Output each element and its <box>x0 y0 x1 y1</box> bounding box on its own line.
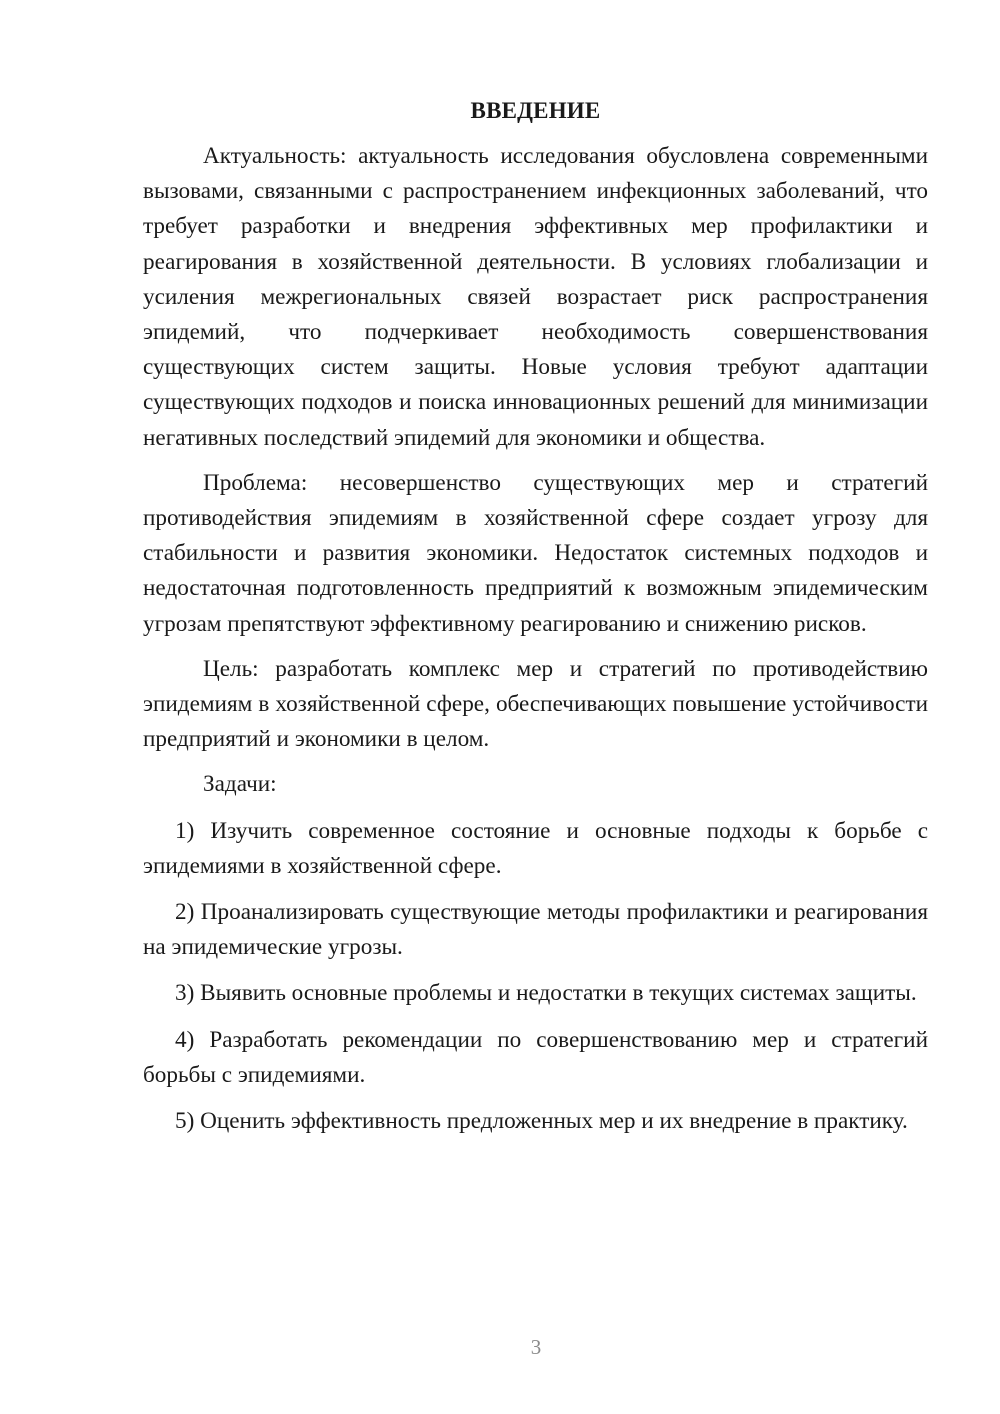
paragraph-relevance: Актуальность: актуальность исследования обусловлена современными вызовами, связанными с распространением инфекционных заболеваний, что требует разработки и внедрения эффективных мер профилактики и реагирования в хозяйственной деятельности. В условиях глобализации и усиления межрегиональных связей возрастает риск распространения эпидемий, что подчеркивает необходимость совершенствования существующих систем защиты. Новые условия требуют адаптации существующих подходов и поиска инновационных решений для минимизации негативных последствий эпидемий для экономики и общества. <box>143 143 928 451</box>
paragraph-goal: Цель: разработать комплекс мер и стратегий по противодействию эпидемиям в хозяйственной сфере, обеспечивающих повышение устойчивости предприятий и экономики в целом. <box>143 655 928 753</box>
task-item-1: 1) Изучить современное состояние и основные подходы к борьбе с эпидемиями в хозяйственной сфере. <box>143 817 928 879</box>
task-item-4: 4) Разработать рекомендации по совершенствованию мер и стратегий борьбы с эпидемиями. <box>143 1026 928 1088</box>
task-item-3: 3) Выявить основные проблемы и недостатки в текущих системах защиты. <box>175 980 917 1007</box>
task-item-5: 5) Оценить эффективность предложенных мер и их внедрение в практику. <box>175 1108 908 1135</box>
page-content <box>143 96 928 1139</box>
tasks-list <box>143 814 928 1140</box>
page-title: ВВЕДЕНИЕ <box>470 98 601 123</box>
page-number: 3 <box>530 1335 542 1359</box>
task-item-2: 2) Проанализировать существующие методы профилактики и реагирования на эпидемические угрозы. <box>143 899 928 961</box>
paragraph-problem: Проблема: несовершенство существующих мер и стратегий противодействия эпидемиям в хозяйственной сфере создает угрозу для стабильности и развития экономики. Недостаток системных подходов и недостаточная подготовленность предприятий к возможным эпидемическим угрозам препятствуют эффективному реагированию и снижению рисков. <box>143 469 928 637</box>
tasks-heading: Задачи: <box>203 771 277 798</box>
